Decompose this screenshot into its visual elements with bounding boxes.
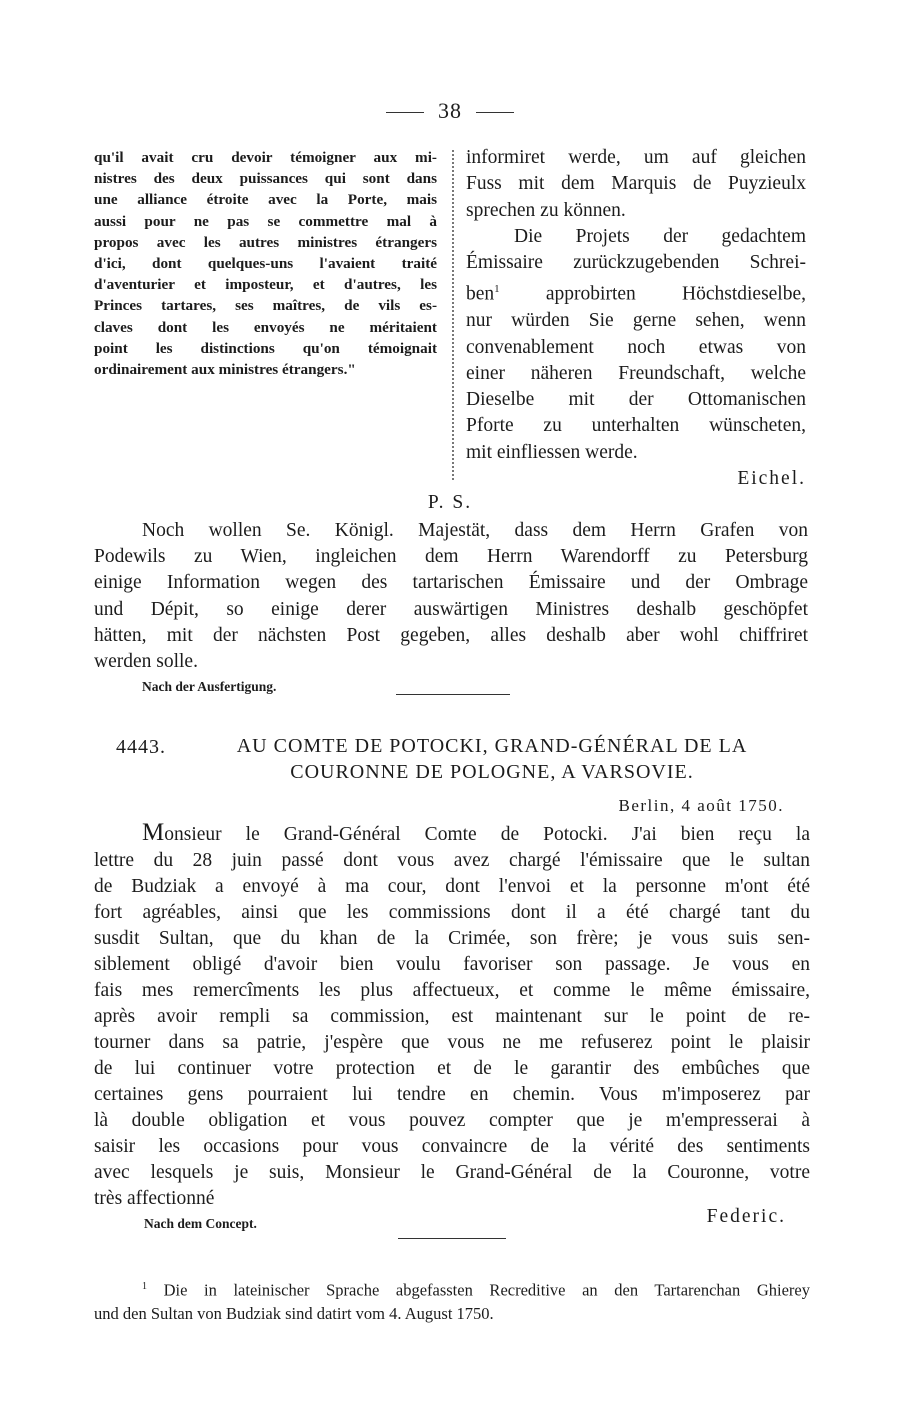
document-title-line: COURONNE DE POLOGNE, A VARSOVIE.	[290, 761, 694, 783]
left-column-line: aussi pour ne pas se commettre mal à	[94, 212, 437, 230]
letter-line: certaines gens pourraient lui tendre en chemin. Vous m'imposerez par	[94, 1084, 810, 1105]
left-column-line: Princes tartares, ses maîtres, de vils es-	[94, 297, 437, 315]
left-column-line: d'ici, dont quelques-uns l'avaient traité	[94, 255, 437, 273]
letter-line: avec lesquels je suis, Monsieur le Grand-Général de la Couronne, votre	[94, 1162, 810, 1183]
right-column-line: sprechen zu können.	[466, 199, 626, 221]
right-column-word: ben	[466, 283, 495, 305]
footnote-line: und den Sultan von Budziak sind datirt vom 4. August 1750.	[94, 1303, 494, 1323]
right-column-line: Fuss mit dem Marquis de Puyzieulx	[466, 173, 806, 195]
dateline: Berlin, 4 août 1750.	[618, 796, 784, 815]
letter-line-text: onsieur le Grand-Général Comte de Potocki. J'ai bien reçu la	[164, 824, 810, 845]
letter-line: de Budziak a envoyé à ma cour, dont l'envoi et la personne m'ont été	[94, 876, 810, 897]
right-column-line-with-footnote	[466, 276, 806, 308]
ps-line: Podewils zu Wien, ingleichen dem Herrn Warendorff zu Petersburg	[94, 546, 808, 568]
footnote-line	[94, 1275, 810, 1302]
letter-line: fais mes remercîments les plus affectueux, et comme le même émissaire,	[94, 980, 810, 1001]
right-column-line: nur würden Sie gerne sehen, wenn	[466, 310, 806, 332]
letter-source-note: Nach dem Concept.	[144, 1216, 257, 1231]
footnote-text: Die in lateinischer Sprache abgefassten Recreditive an den Tartarenchan Ghierey	[163, 1280, 811, 1300]
right-column-line: convenablement noch etwas von	[466, 336, 806, 358]
letter-line: siblement obligé d'avoir bien voulu favoriser son passage. Je vous en	[94, 954, 810, 975]
letter-line: susdit Sultan, que du khan de la Crimée, son frère; je vous suis sen-	[94, 928, 810, 949]
letter-line: fort agréables, ainsi que les commissions dont il a été chargé tant du	[94, 902, 810, 923]
ps-line: werden solle.	[94, 651, 198, 673]
left-column-line: une alliance étroite avec la Porte, mais	[94, 191, 437, 209]
right-column-text	[466, 145, 806, 492]
document-title	[192, 733, 792, 785]
signature-eichel: Eichel.	[737, 468, 806, 490]
letter-line: là double obligation et vous pouvez compter que je m'empresserai à	[94, 1110, 810, 1131]
left-column-quotation	[94, 147, 437, 380]
page-number-dash-left	[386, 112, 424, 113]
letter-line: très affectionné	[94, 1188, 215, 1209]
page-number-value: 38	[438, 98, 462, 123]
section-rule	[398, 1238, 506, 1239]
page-number	[0, 98, 900, 124]
left-column-line: d'aventurier et imposteur, et d'autres, les	[94, 276, 437, 294]
ps-line: einige Information wegen des tartarischen Émissaire und der Ombrage	[94, 572, 808, 594]
signature-federic: Federic.	[706, 1206, 786, 1227]
letter-line	[94, 820, 810, 848]
footnote	[94, 1275, 810, 1325]
letter-body	[94, 820, 810, 1212]
footnote-mark: 1	[142, 1281, 147, 1292]
letter-line: lettre du 28 juin passé dont vous avez chargé l'émissaire que le sultan	[94, 850, 810, 871]
letter-line: de lui continuer votre protection et de le garantir des embûches que	[94, 1058, 810, 1079]
letter-line: tourner dans sa patrie, j'espère que vous ne me refuserez point le plaisir	[94, 1032, 810, 1053]
right-column-line: Dieselbe mit der Ottomanischen	[466, 389, 806, 411]
letter-line: saisir les occasions pour vous convaincre de la vérité des sentiments	[94, 1136, 810, 1157]
right-column-line: mit einfliessen werde.	[466, 441, 638, 463]
right-column-line: einer näheren Freundschaft, welche	[466, 362, 806, 384]
page-number-dash-right	[476, 112, 514, 113]
right-column-line: Pforte zu unterhalten wünscheten,	[466, 415, 806, 437]
initial-letter: M	[142, 819, 165, 846]
ps-body	[94, 518, 808, 675]
left-column-line: point les distinctions qu'on témoignait	[94, 339, 437, 357]
ps-line: hätten, mit der nächsten Post gegeben, alles deshalb aber wohl chiffriret	[94, 624, 808, 646]
column-divider	[452, 150, 454, 480]
ps-line: Noch wollen Se. Königl. Majestät, dass dem Herrn Grafen von	[142, 520, 808, 541]
document-number: 4443.	[116, 736, 166, 758]
right-column-line: informiret werde, um auf gleichen	[466, 147, 806, 168]
ps-line: und Dépit, so einige derer auswärtigen Ministres deshalb geschöpfet	[94, 598, 808, 620]
footnote-reference: 1	[494, 283, 500, 296]
right-column-line: Émissaire zurückzugebenden Schrei-	[466, 252, 806, 274]
document-title-line: AU COMTE DE POTOCKI, GRAND-GÉNÉRAL DE LA	[236, 735, 748, 757]
ps-heading: P. S.	[427, 492, 473, 513]
left-column-line: nistres des deux puissances qui sont dans	[94, 170, 437, 188]
right-column-word: approbirten Höchstdieselbe,	[545, 283, 807, 305]
left-column-line: propos avec les autres ministres étrangers	[94, 233, 437, 251]
left-column-line: ordinairement aux ministres étrangers."	[94, 361, 356, 379]
left-column-line: qu'il avait cru devoir témoigner aux mi-	[94, 149, 437, 166]
ps-source-note: Nach der Ausfertigung.	[142, 679, 277, 694]
left-column-line: claves dont les envoyés ne méritaient	[94, 318, 437, 336]
letter-line: après avoir rempli sa commission, est maintenant sur le point de re-	[94, 1006, 810, 1027]
section-rule	[396, 694, 510, 695]
right-column-line: Die Projets der gedachtem	[514, 225, 806, 247]
